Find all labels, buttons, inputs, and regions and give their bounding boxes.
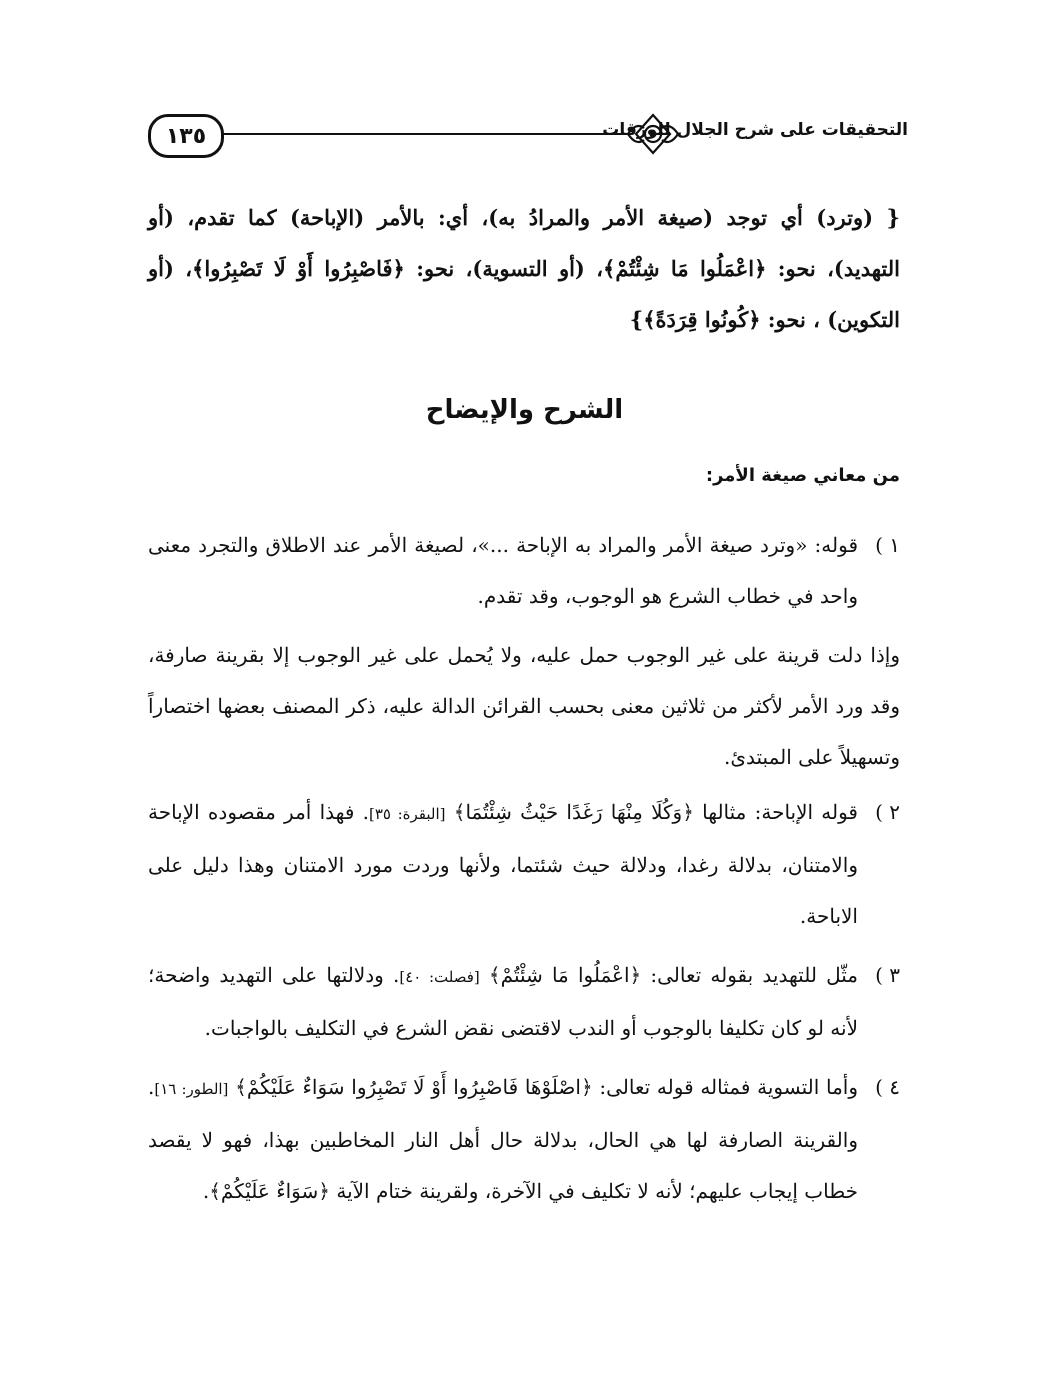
list-item bbox=[148, 787, 900, 942]
subheading: من معاني صيغة الأمر: bbox=[705, 465, 900, 486]
item-text-b: . والقرينة الصارفة لها هي الحال، بدلالة حال أهل النار المخاطبين بهذا، فهو لا يقصد خطاب إيجاب عليهم؛ لأنه لا تكليف في الآخرة، ولقرينة ختام الآية ﴿سَوَاءٌ عَلَيْكُمْ﴾. bbox=[148, 1075, 858, 1203]
item-text-b: . فهذا أمر مقصوده الإباحة والامتنان، بدلالة رغدا، ودلالة حيث شئتما، ولأنها وردت مورد الامتنان وهذا دليل على الاباحة. bbox=[148, 800, 858, 928]
matn-text: { (وترد) أي توجد (صيغة الأمر والمرادُ به)، أي: بالأمر (الإباحة) كما تقدم، (أو التهديد)، نحو: ﴿اعْمَلُوا مَا شِئْتُمْ﴾، (أو التسوية)، نحو: ﴿فَاصْبِرُوا أَوْ لَا تَصْبِرُوا﴾، (أو التكوين) ، نحو: ﴿كُونُوا قِرَدَةً﴾} bbox=[148, 205, 900, 332]
item-number: ٣ ) bbox=[875, 963, 900, 987]
commentary bbox=[148, 520, 900, 1225]
item-text: قوله: «وترد صيغة الأمر والمراد به الإباحة ...»، لصيغة الأمر عند الاطلاق والتجرد معنى واحد في خطاب الشرع هو الوجوب، وقد تقدم. bbox=[148, 533, 858, 608]
item-text bbox=[148, 950, 858, 1054]
item-number: ١ ) bbox=[875, 533, 900, 557]
item-text-a: مثّل للتهديد بقوله تعالى: ﴿اعْمَلُوا مَا شِئْتُمْ﴾ bbox=[488, 963, 859, 987]
quran-reference: [البقرة: ٣٥] bbox=[368, 805, 446, 823]
running-title: التحقيقات على شرح الجلال للورقات bbox=[602, 120, 908, 140]
section-heading: الشرح والإيضاح bbox=[425, 395, 624, 425]
item-text bbox=[148, 787, 858, 942]
item-text-b: . ودلالتها على التهديد واضحة؛ لأنه لو كان تكليفا بالوجوب أو الندب لاقتضى نقض الشرع في التكليف بالواجبات. bbox=[148, 963, 858, 1040]
quran-reference: [الطور: ١٦] bbox=[154, 1080, 229, 1098]
item-text-a: وأما التسوية فمثاله قوله تعالى: ﴿اصْلَوْهَا فَاصْبِرُوا أَوْ لَا تَصْبِرُوا سَوَاءٌ عَلَيْكُمْ﴾ bbox=[235, 1075, 858, 1099]
page-number: ١٣٥ bbox=[148, 114, 224, 158]
list-item bbox=[148, 1062, 900, 1217]
item-text bbox=[148, 1062, 858, 1217]
list-item bbox=[148, 950, 900, 1054]
list-item bbox=[148, 520, 900, 622]
quran-reference: [فصلت: ٤٠] bbox=[399, 968, 480, 986]
item-text-a: قوله الإباحة: مثالها ﴿وَكُلَا مِنْهَا رَغَدًا حَيْثُ شِئْتُمَا﴾ bbox=[453, 800, 858, 824]
header-rule bbox=[221, 133, 631, 135]
page-header bbox=[148, 112, 908, 162]
item-number: ٤ ) bbox=[875, 1075, 900, 1099]
item-number: ٢ ) bbox=[875, 800, 900, 824]
paragraph: وإذا دلت قرينة على غير الوجوب حمل عليه، ولا يُحمل على غير الوجوب إلا بقرينة صارفة، وقد ورد الأمر لأكثر من ثلاثين معنى بحسب القرائن الدالة عليه، ذكر المصنف بعضها اختصاراً وتسهيلاً على المبتدئ. bbox=[148, 643, 900, 769]
